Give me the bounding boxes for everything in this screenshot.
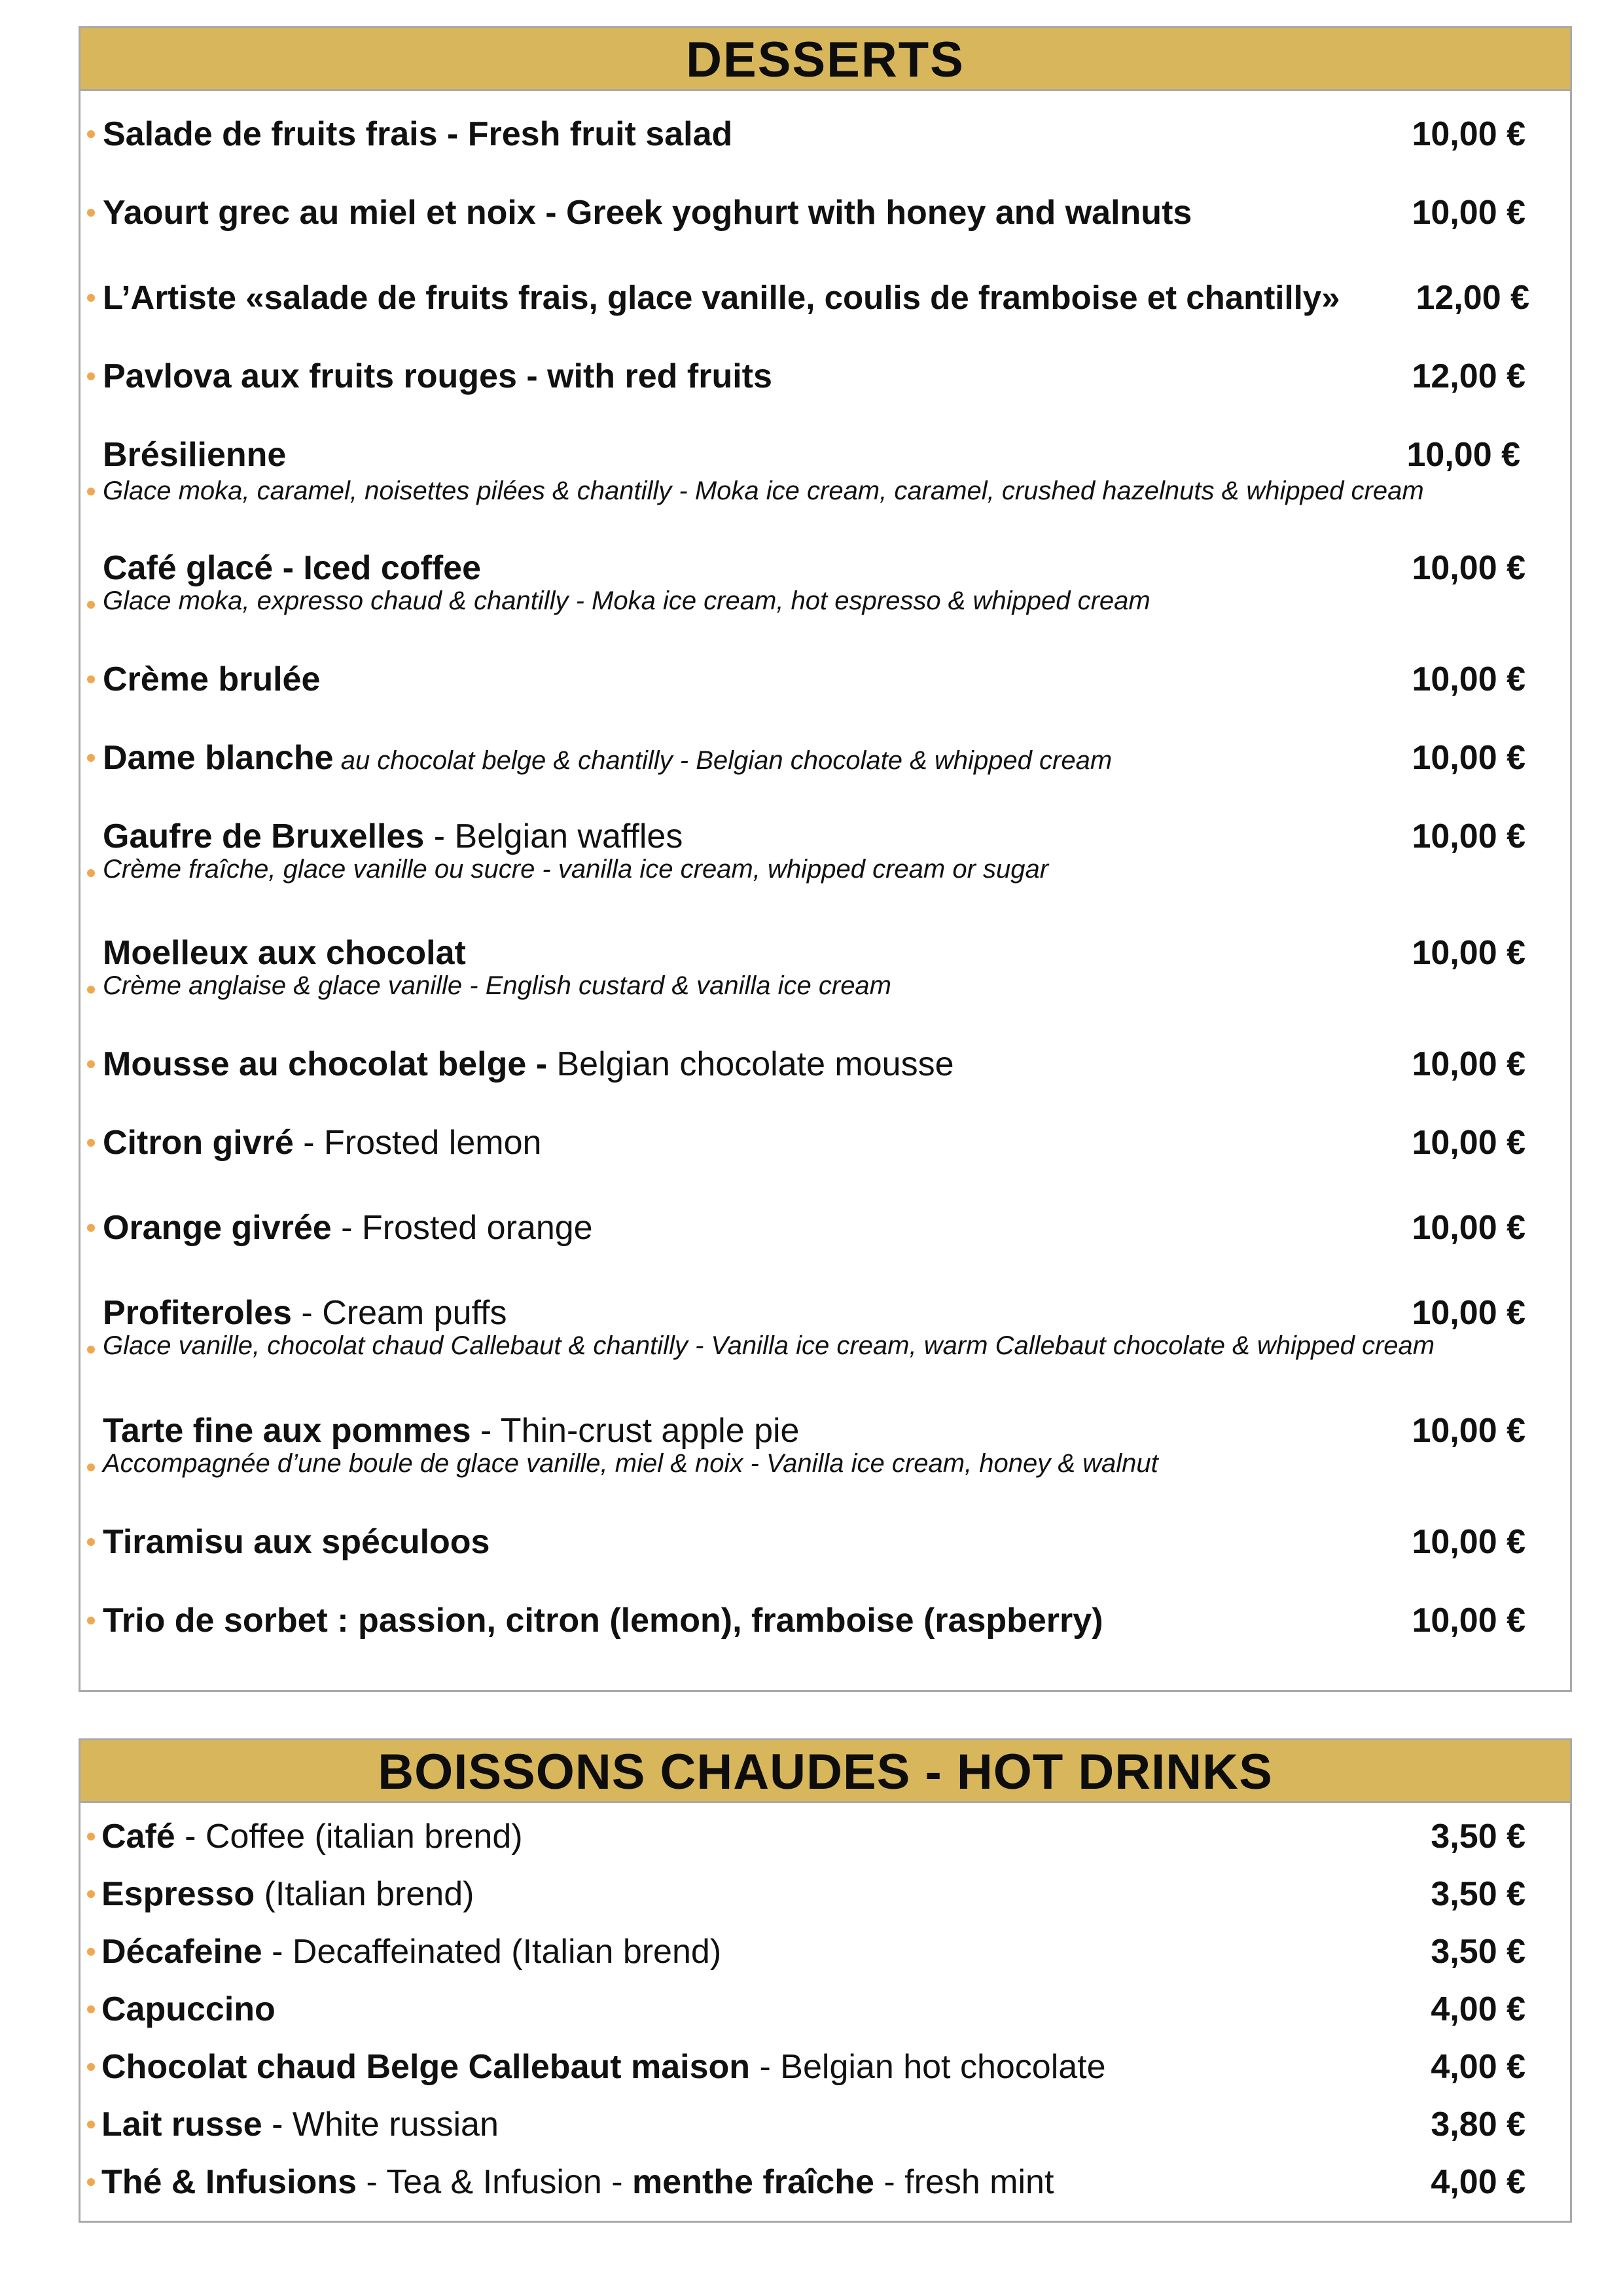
item-description: Glace vanille, chocolat chaud Callebaut & chantilly - Vanilla ice cream, warm Callebaut chocolate & whipped cream — [103, 1331, 1435, 1360]
item-price: 10,00 € — [1412, 817, 1525, 855]
bullet-icon — [87, 1617, 95, 1624]
item-name: Tiramisu aux spéculoos — [103, 1523, 490, 1561]
desserts-title: DESSERTS — [80, 28, 1570, 91]
bullet-icon — [87, 294, 95, 302]
item-name: Gaufre de Bruxelles — [103, 817, 425, 855]
hot-drinks-title: BOISSONS CHAUDES - HOT DRINKS — [80, 1740, 1570, 1803]
item-description: Glace moka, caramel, noisettes pilées & chantilly - Moka ice cream, caramel, crushed hazelnuts & whipped cream — [103, 476, 1424, 505]
bullet-icon — [87, 754, 95, 762]
bullet-icon — [87, 1346, 95, 1354]
bullet-icon — [87, 1224, 95, 1232]
item-name: Pavlova aux fruits rouges - with red fruits — [103, 357, 772, 395]
item-translation: - Thin-crust apple pie — [471, 1412, 800, 1450]
item-name: Capuccino — [101, 1990, 276, 2028]
bullet-icon — [87, 675, 95, 683]
item-price: 12,00 € — [1416, 279, 1529, 317]
item-price: 10,00 € — [1412, 549, 1525, 587]
item-price: 3,50 € — [1431, 1933, 1525, 1971]
item-translation: - White russian — [262, 2106, 499, 2144]
item-translation: - Tea & Infusion - — [357, 2163, 633, 2201]
item-translation: - Frosted lemon — [293, 1124, 542, 1162]
item-translation: - Belgian waffles — [424, 817, 683, 855]
item-name: Yaourt grec au miel et noix - Greek yoghurt with honey and walnuts — [103, 194, 1192, 232]
item-price: 10,00 € — [1412, 1045, 1525, 1083]
item-name: Citron givré — [103, 1124, 294, 1162]
bullet-icon — [87, 372, 95, 380]
item-translation: (Italian brend) — [255, 1875, 474, 1913]
item-price: 4,00 € — [1431, 2048, 1525, 2086]
item-price: 10,00 € — [1412, 115, 1525, 153]
bullet-icon — [87, 986, 95, 994]
item-translation: - Decaffeinated (Italian brend) — [262, 1933, 722, 1971]
item-description: Crème fraîche, glace vanille ou sucre - vanilla ice cream, whipped cream or sugar — [103, 855, 1049, 884]
bullet-icon — [87, 1890, 95, 1898]
item-name: Profiteroles — [103, 1294, 292, 1332]
item-price: 10,00 € — [1412, 1294, 1525, 1332]
item-price: 10,00 € — [1412, 1523, 1525, 1561]
item-name: Mousse au chocolat belge - — [103, 1045, 557, 1083]
item-name: Crème brulée — [103, 660, 321, 698]
bullet-icon — [87, 130, 95, 138]
item-price: 4,00 € — [1431, 1990, 1525, 2028]
item-description: Glace moka, expresso chaud & chantilly - Moka ice cream, hot espresso & whipped cream — [103, 586, 1150, 615]
desserts-section — [79, 26, 1572, 1692]
item-name: Salade de fruits frais - Fresh fruit salad — [103, 115, 733, 153]
item-price: 10,00 € — [1412, 934, 1525, 972]
item-name: Tarte fine aux pommes — [103, 1412, 471, 1450]
item-name: Espresso — [101, 1875, 255, 1913]
bullet-icon — [87, 869, 95, 877]
item-price: 3,50 € — [1431, 1818, 1525, 1856]
bullet-icon — [87, 209, 95, 217]
item-name: Moelleux aux chocolat — [103, 934, 466, 972]
item-translation: - Belgian hot chocolate — [750, 2048, 1106, 2086]
item-price: 10,00 € — [1412, 1124, 1525, 1162]
bullet-icon — [87, 488, 95, 495]
bullet-icon — [87, 2063, 95, 2071]
item-price: 10,00 € — [1412, 194, 1525, 232]
item-price: 10,00 € — [1412, 1602, 1525, 1640]
item-name: Brésilienne — [103, 436, 287, 474]
item-translation-secondary: - fresh mint — [874, 2163, 1054, 2201]
item-price: 4,00 € — [1431, 2163, 1525, 2201]
item-name: Thé & Infusions — [101, 2163, 357, 2201]
item-translation: - Frosted orange — [331, 1209, 593, 1247]
bullet-icon — [87, 1948, 95, 1956]
item-name: Café glacé - Iced coffee — [103, 549, 481, 587]
bullet-icon — [87, 2178, 95, 2186]
item-description: Accompagnée d’une boule de glace vanille, miel & noix - Vanilla ice cream, honey & walnut — [103, 1449, 1158, 1478]
item-translation: - Cream puffs — [291, 1294, 507, 1332]
bullet-icon — [87, 1463, 95, 1471]
item-price: 10,00 € — [1412, 1209, 1525, 1247]
item-translation: - Coffee (italian brend) — [175, 1818, 523, 1856]
item-price: 10,00 € — [1412, 660, 1525, 698]
item-name: Café — [101, 1818, 175, 1856]
item-name: Lait russe — [101, 2106, 262, 2144]
item-price: 3,50 € — [1431, 1875, 1525, 1913]
item-name: Décafeine — [101, 1933, 262, 1971]
bullet-icon — [87, 2005, 95, 2013]
bullet-icon — [87, 1833, 95, 1840]
item-price: 10,00 € — [1406, 436, 1520, 474]
item-name: Orange givrée — [103, 1209, 332, 1247]
item-inline-description: au chocolat belge & chantilly - Belgian chocolate & whipped cream — [333, 746, 1113, 775]
item-name: Dame blanche — [103, 739, 334, 777]
bullet-icon — [87, 601, 95, 609]
item-translation: Belgian chocolate mousse — [556, 1045, 954, 1083]
item-price: 10,00 € — [1412, 739, 1525, 777]
item-price: 3,80 € — [1431, 2106, 1525, 2144]
bullet-icon — [87, 1538, 95, 1546]
item-name: L’Artiste «salade de fruits frais, glace vanille, coulis de framboise et chantilly» — [103, 279, 1340, 316]
item-name: Chocolat chaud Belge Callebaut maison — [101, 2048, 751, 2086]
bullet-icon — [87, 2121, 95, 2128]
bullet-icon — [87, 1060, 95, 1068]
item-price: 12,00 € — [1412, 357, 1525, 395]
item-price: 10,00 € — [1412, 1412, 1525, 1450]
item-name-secondary: menthe fraîche — [632, 2163, 874, 2201]
bullet-icon — [87, 1139, 95, 1147]
item-description: Crème anglaise & glace vanille - English custard & vanilla ice cream — [103, 971, 891, 1000]
hot-drinks-section — [79, 1738, 1572, 2223]
item-name: Trio de sorbet : passion, citron (lemon), framboise (raspberry) — [103, 1602, 1103, 1640]
